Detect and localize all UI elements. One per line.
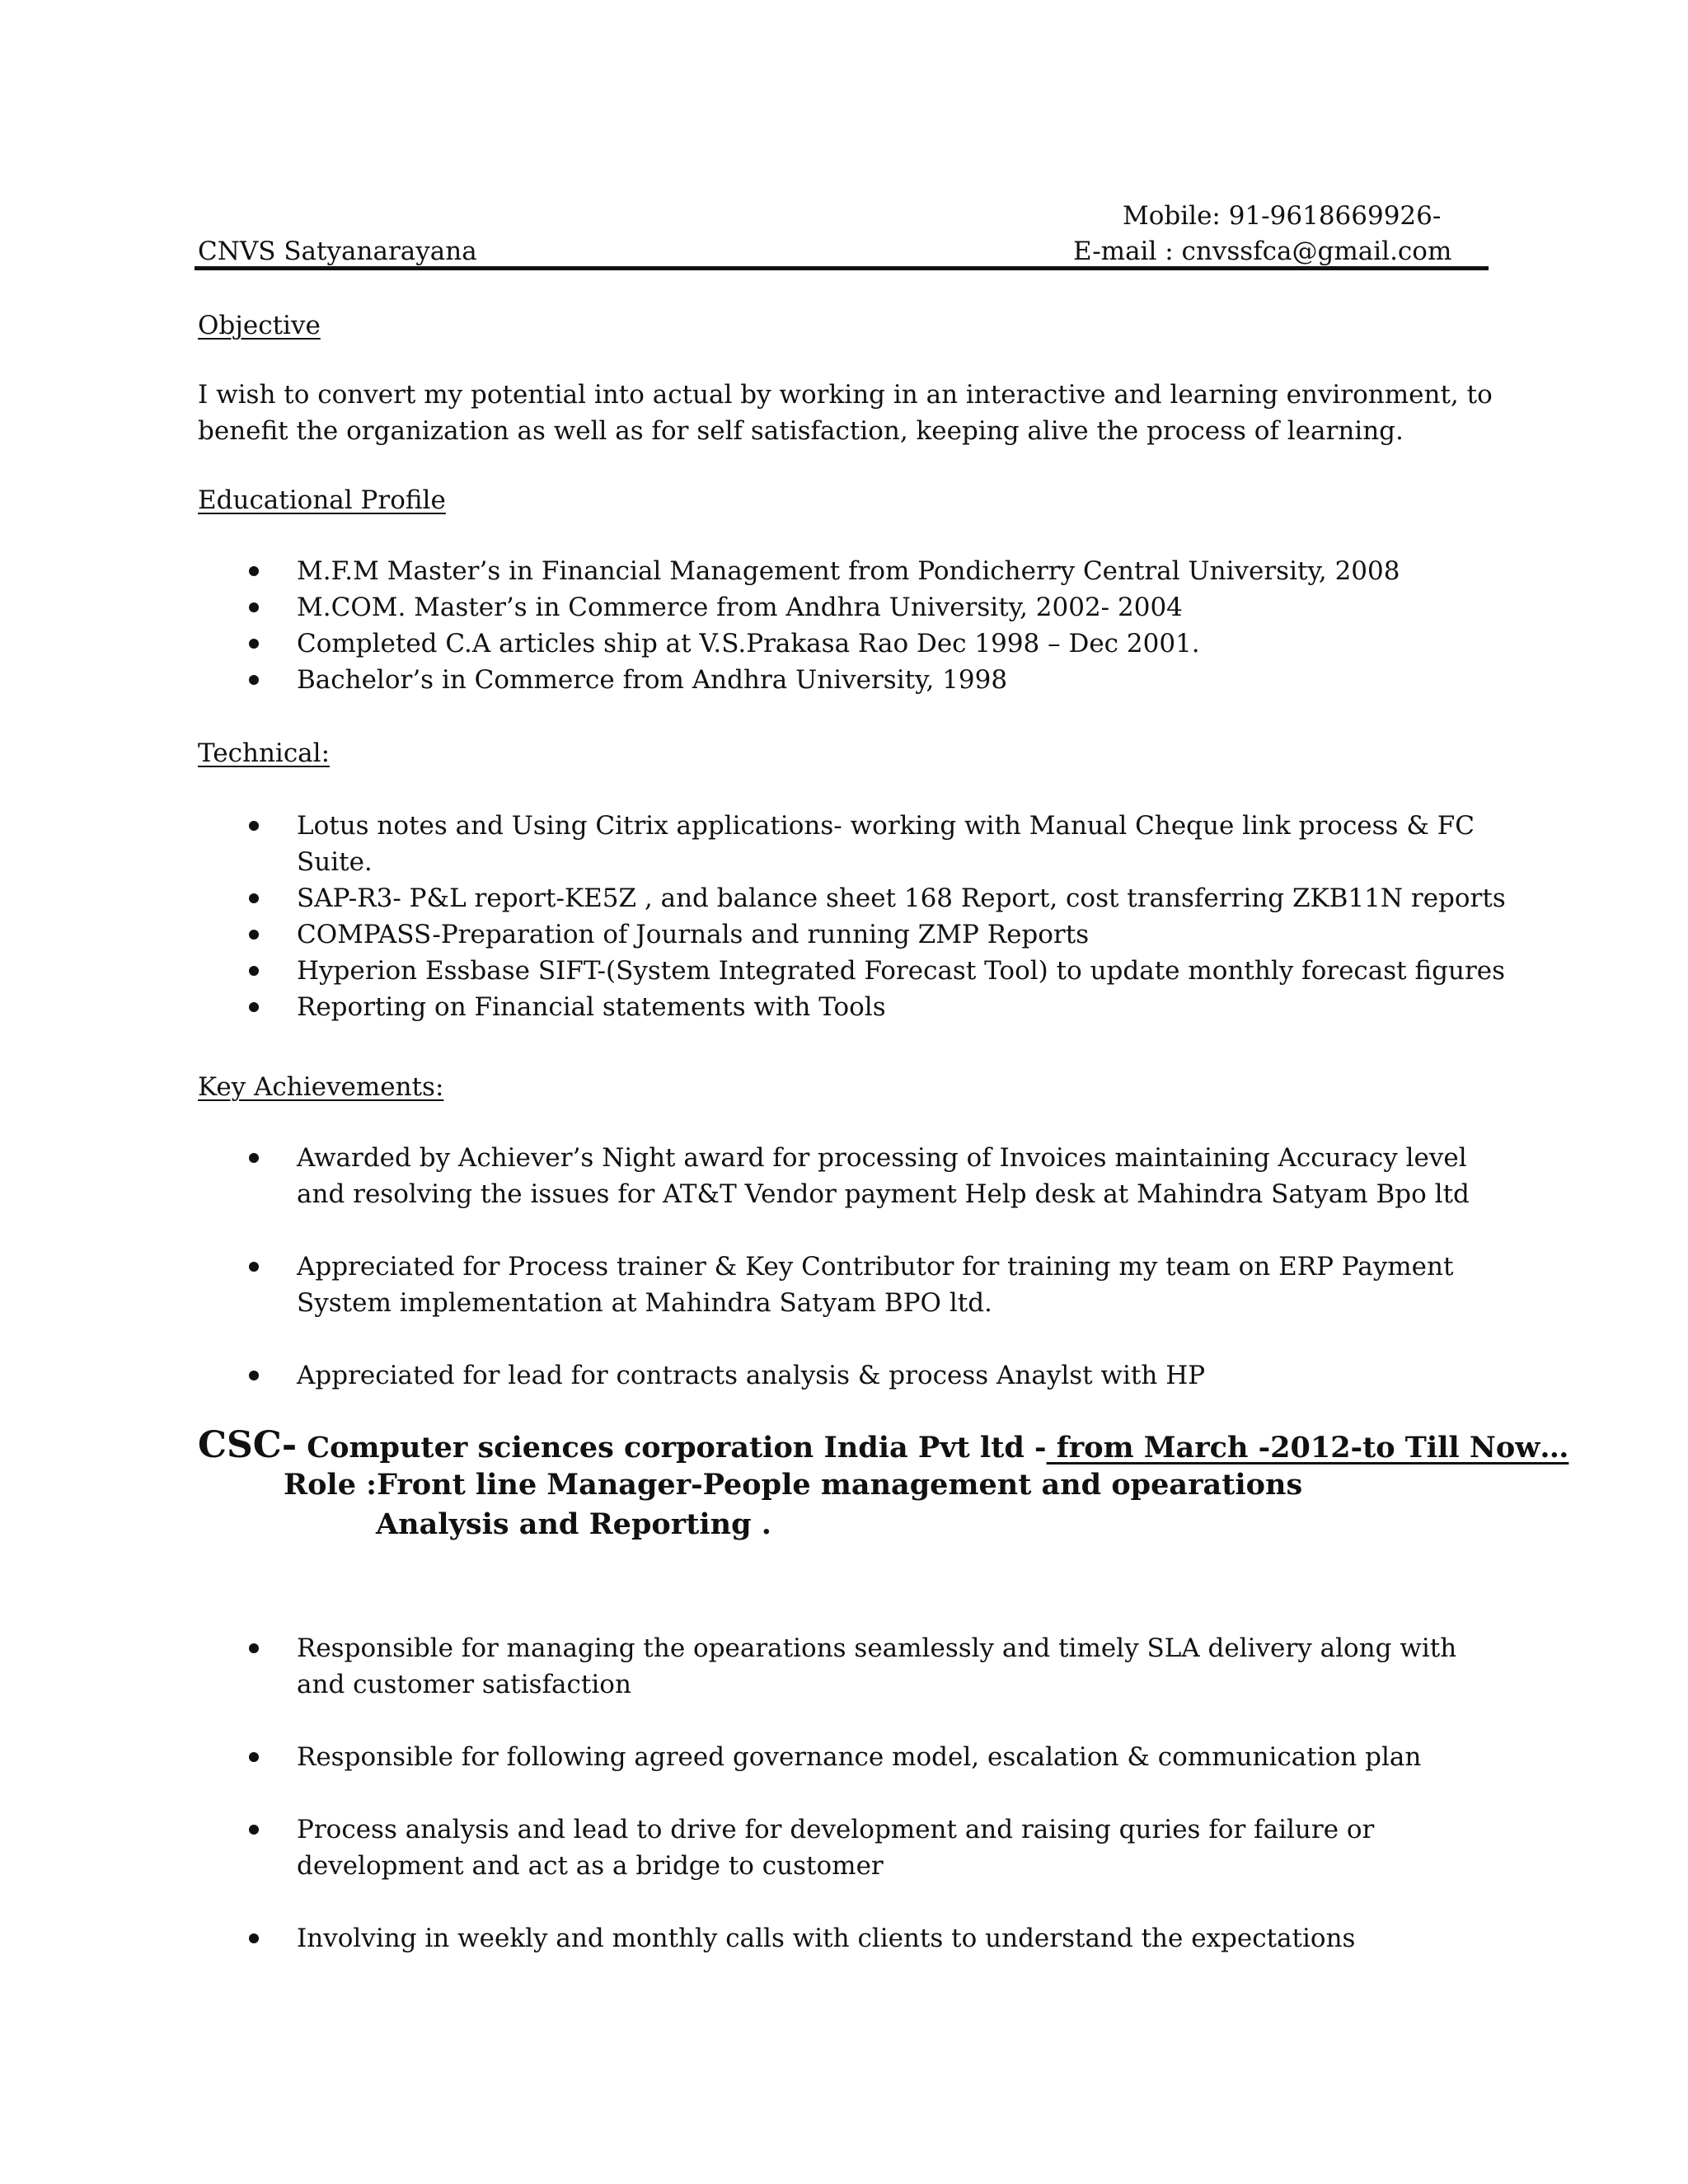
- list-item: Completed C.A articles ship at V.S.Prakasa Rao Dec 1998 – Dec 2001.: [198, 626, 1500, 662]
- bullet-icon: [249, 566, 259, 576]
- list-item: Appreciated for lead for contracts analysis & process Anaylst with HP: [198, 1357, 1500, 1394]
- technical-list: [198, 808, 1506, 1025]
- list-item: Bachelor’s in Commerce from Andhra University, 1998: [198, 662, 1500, 698]
- list-item: Appreciated for Process trainer & Key Contributor for training my team on ERP Payment System implementation at Mahindra Satyam BPO ltd.: [198, 1249, 1500, 1321]
- bullet-icon: [249, 1371, 259, 1380]
- bullet-icon: [249, 639, 259, 649]
- bullet-icon: [249, 1002, 259, 1012]
- list-item: SAP-R3- P&L report-KE5Z , and balance sheet 168 Report, cost transferring ZKB11N reports: [198, 880, 1500, 916]
- bullet-icon: [249, 821, 259, 831]
- bullet-icon: [249, 1752, 259, 1762]
- list-item: M.COM. Master’s in Commerce from Andhra University, 2002- 2004: [198, 589, 1500, 626]
- employment-period: from March -2012-to Till Now…: [1046, 1431, 1569, 1465]
- bullet-icon: [249, 1153, 259, 1163]
- achievements-heading: Key Achievements:: [198, 1072, 444, 1102]
- list-item: M.F.M Master’s in Financial Management from Pondicherry Central University, 2008: [198, 553, 1500, 589]
- bullet-icon: [249, 675, 259, 685]
- candidate-name: CNVS Satyanarayana: [198, 237, 477, 266]
- education-list: [198, 553, 1500, 698]
- education-heading: Educational Profile: [198, 485, 446, 515]
- email-address: E-mail : cnvssfca@gmail.com: [1073, 237, 1452, 266]
- objective-text: I wish to convert my potential into actual by working in an interactive and learning environment, to benefit the organization as well as for self satisfaction, keeping alive the process of learning.: [198, 380, 1493, 446]
- technical-heading: Technical:: [198, 738, 331, 768]
- company-prefix: CSC-: [198, 1424, 298, 1466]
- experience-company-line: [198, 1424, 1568, 1466]
- list-item: Process analysis and lead to drive for development and raising quries for failure or development and act as a bridge to customer: [198, 1811, 1500, 1884]
- objective-heading: Objective: [198, 311, 321, 340]
- list-item: Reporting on Financial statements with Tools: [198, 989, 1500, 1025]
- bullet-icon: [249, 1825, 259, 1835]
- list-item: Responsible for managing the opearations seamlessly and timely SLA delivery along with and customer satisfaction: [198, 1630, 1500, 1703]
- bullet-icon: [249, 893, 259, 903]
- mobile-number: Mobile: 91-9618669926-: [1123, 201, 1442, 231]
- header-divider: [195, 266, 1489, 270]
- role-title-continued: Analysis and Reporting .: [376, 1507, 771, 1541]
- list-item: Lotus notes and Using Citrix applications- working with Manual Cheque link process & FC Suite.: [198, 808, 1500, 880]
- list-item: Involving in weekly and monthly calls with clients to understand the expectations: [198, 1920, 1500, 1957]
- bullet-icon: [249, 602, 259, 612]
- list-item: Awarded by Achiever’s Night award for processing of Invoices maintaining Accuracy level and resolving the issues for AT&T Vendor payment Help desk at Mahindra Satyam Bpo ltd: [198, 1140, 1500, 1212]
- list-item: Hyperion Essbase SIFT-(System Integrated Forecast Tool) to update monthly forecast figures: [198, 953, 1500, 989]
- company-name: Computer sciences corporation India Pvt ltd -: [297, 1431, 1047, 1465]
- responsibilities-list: [198, 1630, 1500, 1957]
- bullet-icon: [249, 966, 259, 976]
- bullet-icon: [249, 1643, 259, 1653]
- achievements-list: [198, 1140, 1500, 1394]
- list-item: COMPASS-Preparation of Journals and running ZMP Reports: [198, 916, 1500, 953]
- role-title: Role :Front line Manager-People management and opearations: [284, 1468, 1303, 1502]
- bullet-icon: [249, 1933, 259, 1943]
- bullet-icon: [249, 1262, 259, 1272]
- list-item: Responsible for following agreed governance model, escalation & communication plan: [198, 1739, 1500, 1775]
- bullet-icon: [249, 930, 259, 940]
